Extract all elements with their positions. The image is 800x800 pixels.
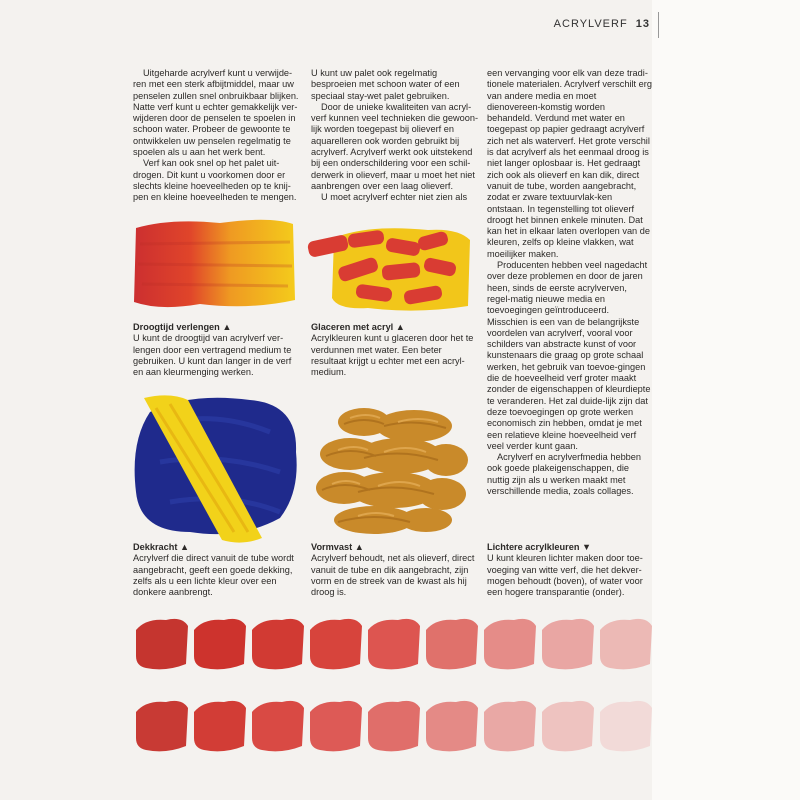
paint-swatch bbox=[136, 619, 188, 669]
caption-body: U kunt kleuren lichter maken door toe-voeging van witte verf, die het dekver-mogen behoudt (boven), of water voor een hogere transparantie (onder). bbox=[487, 553, 643, 598]
swatch-row-bottom bbox=[136, 701, 652, 751]
paint-swatch bbox=[484, 619, 536, 669]
tint-swatches bbox=[128, 612, 658, 772]
section-title: ACRYLVERF bbox=[553, 18, 628, 30]
header-divider bbox=[658, 12, 659, 38]
text-column-1 bbox=[133, 68, 303, 204]
paragraph: een vervanging voor elk van deze tradi-tionele materialen. Acrylverf verschilt erg van andere media en moet dienovereen-komstig worden behandeld. Verdund met water en toegepast op papier gedraagt acrylverf zich net als waterverf. Het grote verschil is dat acrylverf als het eenmaal droog is niet langer oplosbaar is. Het gedraagt zich ook als olieverf en kan dik, direct vanuit de tube, worden aangebracht, zodat er zware textuurvlak-ken ontstaan. In tegenstelling tot olieverf droogt het binnen enkele minuten. Dat kan het in elkaar laten overlopen van de kleuren, zelfs op kleine vlakken, wat moeilijker maken. bbox=[487, 68, 652, 259]
paint-swatch bbox=[600, 701, 652, 751]
paint-swatch bbox=[600, 619, 652, 669]
paint-swatch bbox=[484, 701, 536, 751]
paint-swatch bbox=[194, 701, 246, 751]
page-margin bbox=[652, 0, 800, 800]
caption-vormvast bbox=[311, 542, 479, 598]
caption-body: U kunt de droogtijd van acrylverf ver-lengen door een vertragend medium te gebruiken. U kunt dan langer in de verf en aan kleurmenging werken. bbox=[133, 333, 292, 378]
running-header bbox=[554, 18, 650, 30]
paint-swatch bbox=[194, 619, 246, 669]
caption-title: Dekkracht ▲ bbox=[133, 542, 190, 552]
swatch-row-top bbox=[136, 619, 652, 669]
caption-droogtijd bbox=[133, 322, 303, 378]
paint-swatch bbox=[136, 701, 188, 751]
paint-swatch bbox=[542, 619, 594, 669]
caption-body: Acrylverf behoudt, net als olieverf, direct vanuit de tube en dik aangebracht, zijn vorm en de streek van de kwast als hij droog is. bbox=[311, 553, 475, 598]
text-column-3 bbox=[487, 68, 652, 497]
caption-dekkracht bbox=[133, 542, 303, 598]
page-number: 13 bbox=[635, 18, 650, 30]
paragraph: Uitgeharde acrylverf kunt u verwijde-ren met een sterk afbijtmiddel, maar uw penselen zullen snel onbruikbaar blijken. Natte verf kunt u echter gemakkelijk ver-wijderen door de penselen te spoelen in schoon water. Probeer de gewoonte te ontwikkelen uw penselen regelmatig te spoelen als u aan het werk bent. bbox=[133, 68, 299, 158]
caption-lichtere bbox=[487, 542, 652, 598]
paragraph: Verf kan ook snel op het palet uit-drogen. Dit kunt u voorkomen door er slechts kleine hoeveelheden op te knij-pen en kleine hoeveelheden te mengen. bbox=[133, 158, 297, 203]
gradient-paint-illustration bbox=[130, 214, 300, 314]
caption-body: Acrylverf die direct vanuit de tube wordt aangebracht, geeft een goede dekking, zelfs als u een lichte kleur over een donkere aanbrengt. bbox=[133, 553, 294, 598]
glazing-illustration bbox=[308, 214, 478, 314]
paint-swatch bbox=[368, 701, 420, 751]
paint-swatch bbox=[542, 701, 594, 751]
text-column-2 bbox=[311, 68, 481, 204]
caption-title: Vormvast ▲ bbox=[311, 542, 364, 552]
paragraph: U moet acrylverf echter niet zien als bbox=[321, 192, 468, 203]
paint-swatch bbox=[426, 701, 478, 751]
caption-body: Acrylkleuren kunt u glaceren door het te verdunnen met water. Een beter resultaat krijgt u echter met een acryl-medium. bbox=[311, 333, 474, 378]
impasto-illustration bbox=[314, 404, 474, 538]
paint-swatch bbox=[252, 701, 304, 751]
caption-title: Lichtere acrylkleuren ▼ bbox=[487, 542, 592, 552]
paint-swatch bbox=[426, 619, 478, 669]
paragraph: Producenten hebben veel nagedacht over deze problemen en door de jaren heen, sinds de eerste acrylverven, regel-matig nieuwe media en toevoegingen geïntroduceerd. Misschien is een van de belangrijkste voordelen van acrylverf, vooral voor schilders van abstracte kunst of voor kunstenaars die graag op grote schaal werken, het gebruik van toevoe-gingen die de hoeveelheid verf groter maakt zonder de eigenschappen of kleurdiepte te veranderen. Het zal duide-lijk zijn dat deze toevoegingen op grote werken economisch zin hebben, omdat je met een relatieve kleine hoeveelheid verf veel verder kunt gaan. bbox=[487, 260, 651, 451]
paragraph: Door de unieke kwaliteiten van acryl-verf kunnen veel technieken die gewoon-lijk worden toegepast bij olieverf en aquarelleren ook worden gebruikt bij acrylverf. Acrylverf werkt ook uitstekend bij een onderschildering voor een schil-derwerk in olieverf, maar u moet het niet aanbrengen over een laag olieverf. bbox=[311, 101, 479, 191]
paint-swatch bbox=[368, 619, 420, 669]
coverage-illustration bbox=[130, 392, 302, 542]
paint-swatch bbox=[252, 619, 304, 669]
paragraph: Acrylverf en acrylverfmedia hebben ook goede plakeigenschappen, die nuttig zijn als u werken maakt met verschillende media, zoals collages. bbox=[487, 452, 642, 496]
caption-title: Droogtijd verlengen ▲ bbox=[133, 322, 232, 332]
caption-glaceren bbox=[311, 322, 479, 378]
paint-swatch bbox=[310, 701, 362, 751]
paragraph: U kunt uw palet ook regelmatig besproeien met schoon water of een speciaal stay-wet palet gebruiken. bbox=[311, 68, 460, 101]
paint-swatch bbox=[310, 619, 362, 669]
caption-title: Glaceren met acryl ▲ bbox=[311, 322, 405, 332]
